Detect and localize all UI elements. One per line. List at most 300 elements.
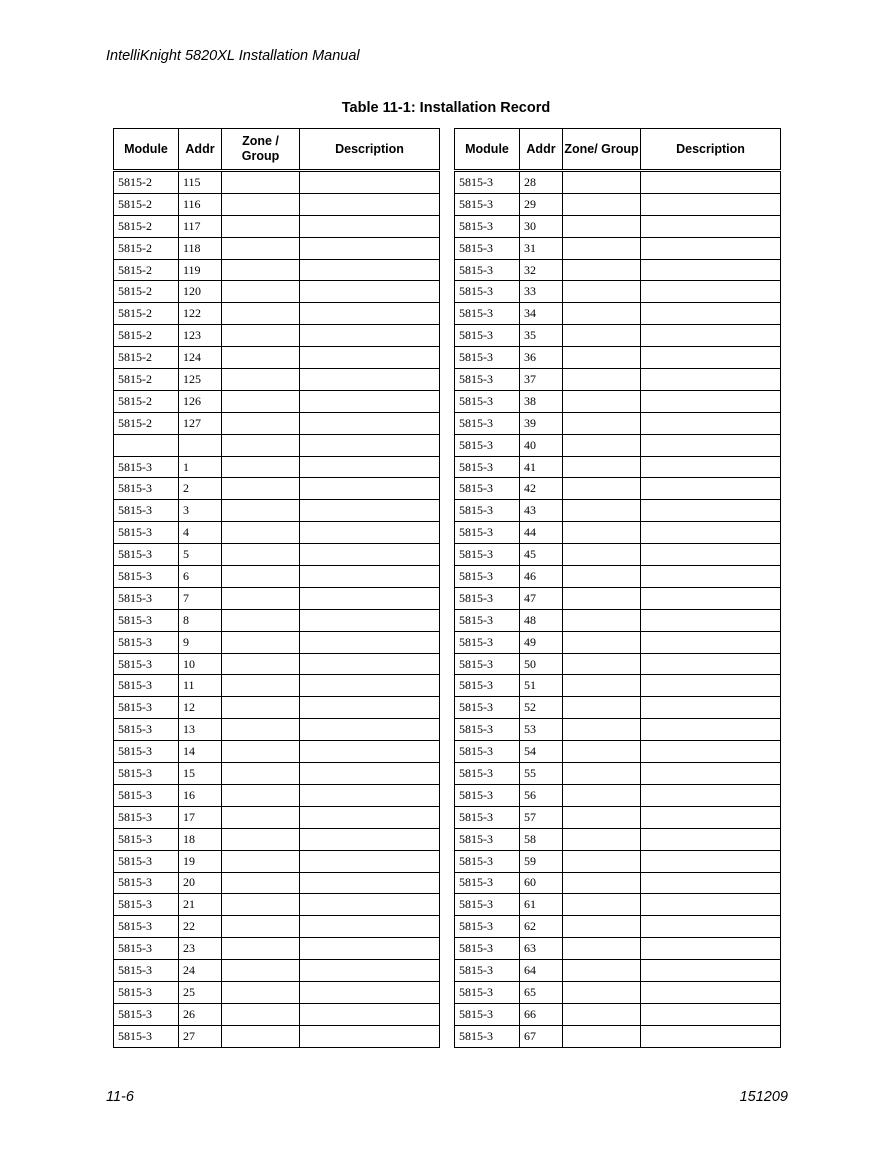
zone-group-cell[interactable] [563,872,641,894]
module-cell: 5815-3 [455,741,520,763]
module-cell: 5815-3 [114,872,179,894]
zone-group-cell[interactable] [563,456,641,478]
addr-cell: 44 [520,522,563,544]
addr-cell: 45 [520,544,563,566]
description-cell[interactable] [641,347,781,369]
description-cell[interactable] [300,960,440,982]
description-cell[interactable] [641,456,781,478]
table-row [455,193,781,215]
table-row [114,675,440,697]
table-row [455,325,781,347]
module-cell: 5815-3 [114,784,179,806]
table-row [455,938,781,960]
zone-group-cell[interactable] [222,587,300,609]
description-cell[interactable] [641,500,781,522]
zone-group-cell[interactable] [222,434,300,456]
description-cell[interactable] [641,784,781,806]
description-cell[interactable] [641,828,781,850]
table-row [114,522,440,544]
zone-group-cell[interactable] [563,193,641,215]
zone-group-cell[interactable] [222,478,300,500]
zone-group-cell[interactable] [563,631,641,653]
description-cell[interactable] [641,303,781,325]
zone-group-cell[interactable] [222,303,300,325]
addr-cell: 55 [520,763,563,785]
description-cell[interactable] [300,522,440,544]
table-row [455,259,781,281]
addr-cell: 27 [179,1025,222,1047]
addr-cell: 36 [520,347,563,369]
description-cell[interactable] [300,697,440,719]
zone-group-cell[interactable] [563,434,641,456]
installation-record-right-table [454,128,781,1048]
description-cell[interactable] [641,193,781,215]
description-cell[interactable] [641,1025,781,1047]
module-cell: 5815-3 [455,938,520,960]
table-row [114,828,440,850]
description-cell[interactable] [641,1003,781,1025]
addr-cell: 37 [520,369,563,391]
description-cell[interactable] [300,434,440,456]
description-cell[interactable] [641,675,781,697]
description-cell[interactable] [641,566,781,588]
description-cell[interactable] [300,237,440,259]
zone-group-cell[interactable] [563,281,641,303]
description-cell[interactable] [641,215,781,237]
description-cell[interactable] [300,631,440,653]
table-row [114,566,440,588]
table-row [114,456,440,478]
description-cell[interactable] [641,763,781,785]
description-cell[interactable] [641,171,781,194]
module-column-header: Module [114,129,179,171]
zone-group-cell[interactable] [222,215,300,237]
description-cell[interactable] [300,916,440,938]
addr-cell: 21 [179,894,222,916]
module-cell: 5815-3 [114,981,179,1003]
right-table-body [455,171,781,1048]
module-cell: 5815-3 [114,960,179,982]
description-cell[interactable] [641,631,781,653]
zone-group-cell[interactable] [222,609,300,631]
description-cell[interactable] [300,281,440,303]
addr-cell: 56 [520,784,563,806]
zone-group-column-header: Zone/ Group [563,129,641,171]
table-row [114,500,440,522]
table-row [114,193,440,215]
zone-group-cell[interactable] [563,763,641,785]
zone-group-cell[interactable] [563,303,641,325]
table-row [114,806,440,828]
description-cell[interactable] [641,960,781,982]
addr-cell: 126 [179,390,222,412]
zone-group-cell[interactable] [563,960,641,982]
zone-group-cell[interactable] [222,566,300,588]
table-row [455,850,781,872]
zone-group-cell[interactable] [563,1025,641,1047]
description-cell[interactable] [300,938,440,960]
table-row [455,916,781,938]
module-cell: 5815-3 [114,719,179,741]
module-cell: 5815-2 [114,303,179,325]
description-cell[interactable] [641,850,781,872]
addr-cell: 122 [179,303,222,325]
zone-group-cell[interactable] [563,675,641,697]
zone-group-cell[interactable] [563,500,641,522]
addr-cell: 52 [520,697,563,719]
addr-cell: 53 [520,719,563,741]
description-cell[interactable] [300,763,440,785]
description-cell[interactable] [641,609,781,631]
zone-group-cell[interactable] [563,587,641,609]
table-row [455,500,781,522]
description-cell[interactable] [641,806,781,828]
module-cell: 5815-3 [455,193,520,215]
zone-group-cell[interactable] [563,369,641,391]
zone-group-cell[interactable] [222,500,300,522]
description-cell[interactable] [641,697,781,719]
table-row [455,1025,781,1047]
module-cell: 5815-3 [455,850,520,872]
addr-cell: 123 [179,325,222,347]
zone-group-cell[interactable] [222,850,300,872]
module-cell: 5815-3 [455,171,520,194]
zone-group-cell[interactable] [222,719,300,741]
table-row [114,784,440,806]
addr-cell: 8 [179,609,222,631]
module-cell: 5815-3 [114,522,179,544]
module-cell: 5815-3 [114,609,179,631]
addr-cell: 66 [520,1003,563,1025]
zone-group-cell[interactable] [222,960,300,982]
module-cell: 5815-2 [114,347,179,369]
zone-group-cell[interactable] [222,1025,300,1047]
module-cell: 5815-3 [455,259,520,281]
description-cell[interactable] [641,259,781,281]
zone-group-cell[interactable] [563,566,641,588]
addr-cell: 7 [179,587,222,609]
addr-cell: 12 [179,697,222,719]
addr-cell: 64 [520,960,563,982]
description-cell[interactable] [300,1025,440,1047]
addr-cell: 19 [179,850,222,872]
zone-group-cell[interactable] [563,850,641,872]
zone-group-cell[interactable] [563,390,641,412]
addr-cell: 124 [179,347,222,369]
addr-cell: 41 [520,456,563,478]
description-cell[interactable] [300,675,440,697]
addr-cell: 10 [179,653,222,675]
addr-cell: 65 [520,981,563,1003]
table-row [455,522,781,544]
description-cell[interactable] [300,981,440,1003]
description-column-header: Description [641,129,781,171]
table-row [455,697,781,719]
description-cell[interactable] [300,806,440,828]
zone-group-cell[interactable] [222,522,300,544]
module-cell: 5815-3 [114,763,179,785]
table-row [114,894,440,916]
zone-group-cell[interactable] [563,916,641,938]
description-cell[interactable] [300,325,440,347]
description-cell[interactable] [641,587,781,609]
zone-group-cell[interactable] [563,806,641,828]
zone-group-cell[interactable] [563,412,641,434]
description-cell[interactable] [300,390,440,412]
table-row [455,1003,781,1025]
description-cell[interactable] [300,412,440,434]
module-cell: 5815-3 [455,719,520,741]
description-cell[interactable] [641,894,781,916]
zone-group-cell[interactable] [222,894,300,916]
zone-group-cell[interactable] [222,325,300,347]
description-cell[interactable] [300,456,440,478]
table-row [114,434,440,456]
zone-group-cell[interactable] [222,412,300,434]
description-cell[interactable] [641,325,781,347]
description-cell[interactable] [300,894,440,916]
zone-group-cell[interactable] [222,938,300,960]
description-cell[interactable] [300,369,440,391]
table-row [455,763,781,785]
description-cell[interactable] [300,719,440,741]
description-cell[interactable] [300,303,440,325]
table-row [455,894,781,916]
addr-cell: 15 [179,763,222,785]
addr-cell: 57 [520,806,563,828]
zone-group-cell[interactable] [222,347,300,369]
description-cell[interactable] [300,500,440,522]
zone-group-cell[interactable] [563,347,641,369]
zone-group-cell[interactable] [222,631,300,653]
zone-group-cell[interactable] [563,938,641,960]
description-cell[interactable] [641,237,781,259]
module-cell: 5815-3 [114,806,179,828]
description-cell[interactable] [300,478,440,500]
table-row [455,303,781,325]
table-row [455,631,781,653]
zone-group-cell[interactable] [222,544,300,566]
addr-cell: 34 [520,303,563,325]
addr-cell: 32 [520,259,563,281]
zone-group-cell[interactable] [563,522,641,544]
zone-group-cell[interactable] [222,456,300,478]
module-cell: 5815-3 [455,325,520,347]
description-cell[interactable] [641,412,781,434]
module-cell: 5815-3 [114,916,179,938]
module-cell: 5815-3 [455,566,520,588]
module-cell: 5815-2 [114,237,179,259]
zone-group-cell[interactable] [563,544,641,566]
zone-group-cell[interactable] [222,741,300,763]
description-cell[interactable] [300,171,440,194]
description-cell[interactable] [300,347,440,369]
zone-group-cell[interactable] [222,171,300,194]
module-cell [114,434,179,456]
addr-cell: 6 [179,566,222,588]
table-header-row [455,129,781,171]
table-row [455,741,781,763]
description-cell[interactable] [300,784,440,806]
module-cell: 5815-3 [455,675,520,697]
table-row [114,631,440,653]
addr-cell: 118 [179,237,222,259]
addr-cell: 25 [179,981,222,1003]
addr-cell: 46 [520,566,563,588]
zone-group-cell[interactable] [222,872,300,894]
addr-cell: 125 [179,369,222,391]
addr-cell: 28 [520,171,563,194]
addr-cell: 11 [179,675,222,697]
description-cell[interactable] [641,522,781,544]
addr-cell: 5 [179,544,222,566]
addr-cell: 23 [179,938,222,960]
table-row [114,653,440,675]
addr-cell: 38 [520,390,563,412]
table-row [114,325,440,347]
table-row [455,566,781,588]
module-cell: 5815-3 [455,215,520,237]
zone-group-cell[interactable] [563,325,641,347]
description-cell[interactable] [641,872,781,894]
addr-cell: 48 [520,609,563,631]
description-cell[interactable] [641,938,781,960]
table-row [455,456,781,478]
description-cell[interactable] [641,981,781,1003]
description-cell[interactable] [300,609,440,631]
module-cell: 5815-3 [114,1003,179,1025]
zone-group-cell[interactable] [563,981,641,1003]
description-cell[interactable] [641,478,781,500]
description-cell[interactable] [641,653,781,675]
addr-cell: 2 [179,478,222,500]
zone-group-cell[interactable] [222,828,300,850]
description-cell[interactable] [641,434,781,456]
module-cell: 5815-3 [455,587,520,609]
table-row [114,478,440,500]
zone-group-cell[interactable] [222,281,300,303]
zone-group-cell[interactable] [222,697,300,719]
description-cell[interactable] [641,719,781,741]
addr-cell: 39 [520,412,563,434]
module-cell: 5815-2 [114,193,179,215]
module-cell: 5815-3 [455,434,520,456]
zone-group-column-header: Zone / Group [222,129,300,171]
addr-cell: 61 [520,894,563,916]
module-cell: 5815-2 [114,259,179,281]
description-cell[interactable] [300,566,440,588]
module-cell: 5815-2 [114,281,179,303]
description-cell[interactable] [300,828,440,850]
table-row [455,828,781,850]
zone-group-cell[interactable] [222,806,300,828]
zone-group-cell[interactable] [563,828,641,850]
description-cell[interactable] [300,544,440,566]
zone-group-cell[interactable] [222,653,300,675]
module-cell: 5815-3 [455,281,520,303]
module-cell: 5815-3 [455,828,520,850]
description-cell[interactable] [300,872,440,894]
description-cell[interactable] [300,587,440,609]
zone-group-cell[interactable] [563,237,641,259]
addr-cell: 59 [520,850,563,872]
table-row [455,347,781,369]
description-cell[interactable] [300,1003,440,1025]
description-cell[interactable] [300,741,440,763]
zone-group-cell[interactable] [563,1003,641,1025]
table-row [114,303,440,325]
module-cell: 5815-3 [455,347,520,369]
description-cell[interactable] [300,193,440,215]
addr-cell: 16 [179,784,222,806]
zone-group-cell[interactable] [222,763,300,785]
module-cell: 5815-3 [114,456,179,478]
document-number: 151209 [739,1089,788,1105]
description-cell[interactable] [641,544,781,566]
addr-cell: 13 [179,719,222,741]
zone-group-cell[interactable] [222,916,300,938]
zone-group-cell[interactable] [563,719,641,741]
zone-group-cell[interactable] [563,609,641,631]
zone-group-cell[interactable] [563,171,641,194]
zone-group-cell[interactable] [222,784,300,806]
module-cell: 5815-3 [455,894,520,916]
zone-group-cell[interactable] [563,259,641,281]
zone-group-cell[interactable] [563,478,641,500]
table-row [455,478,781,500]
module-cell: 5815-2 [114,369,179,391]
table-row [455,653,781,675]
description-cell[interactable] [300,215,440,237]
description-cell[interactable] [641,390,781,412]
zone-group-cell[interactable] [222,1003,300,1025]
zone-group-cell[interactable] [563,784,641,806]
module-cell: 5815-3 [114,587,179,609]
module-cell: 5815-3 [455,237,520,259]
description-cell[interactable] [300,259,440,281]
description-cell[interactable] [300,850,440,872]
table-row [114,259,440,281]
zone-group-cell[interactable] [563,653,641,675]
description-cell[interactable] [641,281,781,303]
addr-cell: 31 [520,237,563,259]
zone-group-cell[interactable] [222,237,300,259]
table-row [114,1003,440,1025]
zone-group-cell[interactable] [563,215,641,237]
table-row [114,609,440,631]
addr-cell: 62 [520,916,563,938]
table-row [114,916,440,938]
zone-group-cell[interactable] [563,741,641,763]
zone-group-cell[interactable] [563,697,641,719]
description-cell[interactable] [641,916,781,938]
description-cell[interactable] [300,653,440,675]
table-row [114,741,440,763]
zone-group-cell[interactable] [222,675,300,697]
zone-group-cell[interactable] [222,369,300,391]
zone-group-cell[interactable] [222,981,300,1003]
description-cell[interactable] [641,741,781,763]
table-row [455,784,781,806]
description-cell[interactable] [641,369,781,391]
module-cell: 5815-2 [114,390,179,412]
zone-group-cell[interactable] [222,259,300,281]
module-cell: 5815-2 [114,215,179,237]
zone-group-cell[interactable] [222,193,300,215]
zone-group-cell[interactable] [563,894,641,916]
zone-group-cell[interactable] [222,390,300,412]
module-cell: 5815-3 [455,960,520,982]
